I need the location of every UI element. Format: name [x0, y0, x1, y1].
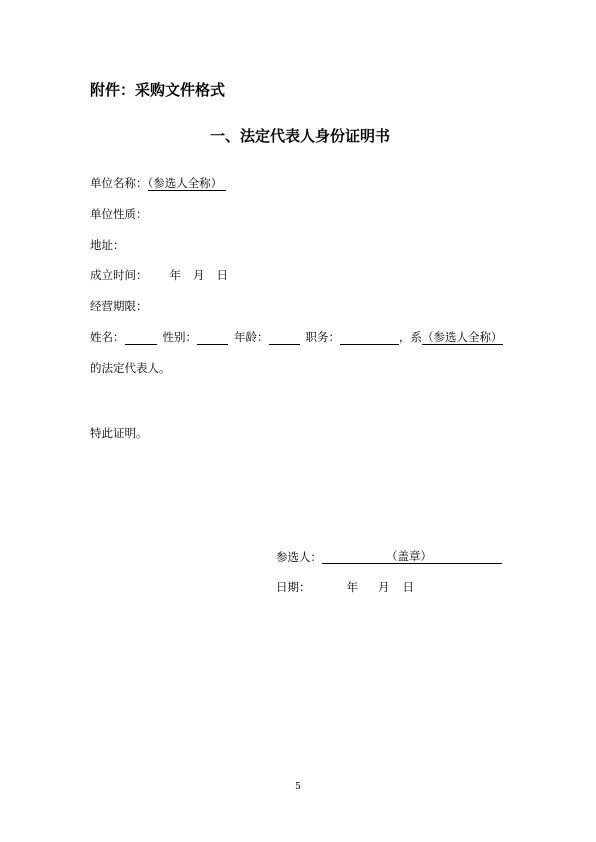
unit-name-value: （参选人全称）	[147, 176, 223, 190]
address-label: 地址：	[90, 238, 125, 252]
name-blank	[125, 330, 157, 345]
age-blank	[269, 330, 300, 345]
relation-label: 系	[410, 330, 422, 344]
age-label: 年龄：	[234, 330, 269, 344]
position-blank	[340, 330, 399, 345]
date-day: 日	[402, 580, 414, 594]
established-month: 月	[193, 268, 205, 282]
position-label: 职务：	[305, 330, 340, 344]
unit-nature-label: 单位性质：	[90, 207, 148, 221]
established-label: 成立时间：	[90, 268, 148, 282]
relation-value: （参选人全称）	[422, 330, 503, 344]
date-label: 日期：	[276, 580, 311, 594]
established-day: 日	[216, 268, 228, 282]
name-label: 姓名：	[90, 330, 125, 344]
unit-name-line	[90, 176, 226, 191]
attachment-heading: 附件：采购文件格式	[90, 81, 226, 99]
operating-period-label: 经营期限：	[90, 299, 148, 313]
participant-label: 参选人：	[276, 550, 322, 564]
date-year: 年	[346, 580, 358, 594]
page-number: 5	[295, 782, 301, 792]
date-month: 月	[378, 580, 390, 594]
person-line	[90, 330, 503, 345]
gender-blank	[197, 330, 228, 345]
participant-line	[276, 549, 502, 564]
date-line	[276, 580, 414, 594]
participant-signature-blank	[322, 549, 502, 564]
gender-label: 性别：	[162, 330, 197, 344]
certify-text: 特此证明。	[90, 426, 148, 440]
person-line-continuation: 的法定代表人。	[90, 361, 171, 375]
established-year: 年	[169, 268, 181, 282]
document-title: 一、法定代表人身份证明书	[209, 127, 390, 145]
unit-name-label: 单位名称：	[90, 176, 148, 190]
unit-name-underline-tail	[222, 176, 226, 191]
established-line	[90, 268, 228, 282]
seal-text: （盖章）	[386, 549, 432, 563]
comma: ，	[399, 330, 411, 344]
